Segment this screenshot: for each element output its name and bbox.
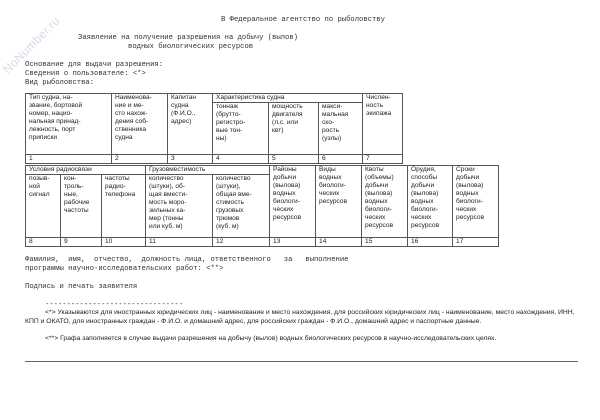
col-header-captain: Капитан судна (Ф.И.О., адрес) (168, 94, 213, 155)
col-header-hold-capacity: количество (штуки), общая вме- стимость грузовых трюмов (куб. м) (213, 175, 270, 238)
col-number: 2 (112, 155, 168, 164)
col-number: 7 (363, 155, 403, 164)
document-title-line2: водных биологических ресурсов (128, 43, 254, 51)
col-header-call-sign: позыв- ной сигнал (26, 175, 61, 238)
col-header-max-speed: макси- мальная ско- рость (узлы) (319, 103, 363, 155)
col-number: 12 (213, 238, 270, 247)
radio-cargo-table (25, 165, 499, 247)
col-number: 10 (102, 238, 146, 247)
group-header-radio: Условия радиосвязи (26, 166, 146, 175)
col-header-tonnage: тоннаж (брутто- регистро- вые тон- ны) (213, 103, 269, 155)
fishing-type-field: Вид рыболовства: (25, 79, 95, 87)
col-number: 4 (213, 155, 269, 164)
document-title-line1: Заявление на получение разрешения на добычу (вылов) (78, 34, 298, 42)
col-number: 6 (319, 155, 363, 164)
col-header-crew: Числен- ность экипажа (363, 94, 403, 155)
footnote-separator: -------------------------------- (45, 301, 184, 309)
user-info-field: Сведения о пользователе: <*> (25, 70, 146, 78)
col-header-control-frequencies: кон- троль- ные, рабочие частоты (61, 175, 102, 238)
col-header-owner: Наименова- ние и ме- сто нахож- дения соб- ственника судна (112, 94, 168, 155)
col-number: 9 (61, 238, 102, 247)
addressee: В Федеральное агентство по рыболовству (221, 16, 385, 24)
col-number: 15 (362, 238, 408, 247)
col-header-periods: Сроки добычи (вылова) водных биологи- ческих ресурсов (453, 166, 499, 238)
col-number: 14 (316, 238, 362, 247)
footnote-2: <**> Графа заполняется в случае выдачи разрешения на добычу (вылов) водных биологических ресурсов в научно-исследовательских целях. (45, 335, 497, 342)
applicant-signature: Подпись и печать заявителя (25, 283, 138, 291)
col-number: 1 (26, 155, 112, 164)
basis-field: Основание для выдачи разрешения: (25, 61, 164, 69)
col-header-species: Виды водных биологи- ческих ресурсов (316, 166, 362, 238)
col-number: 17 (453, 238, 499, 247)
col-header-quotas: Квоты (объемы) добычи (вылова) водных биологи- ческих ресурсов (362, 166, 408, 238)
col-number: 5 (269, 155, 319, 164)
col-number: 16 (408, 238, 453, 247)
col-number: 13 (270, 238, 316, 247)
col-number: 8 (26, 238, 61, 247)
vessel-table (25, 93, 403, 164)
col-number: 3 (168, 155, 213, 164)
group-header-cargo: Грузовместимость (146, 166, 270, 175)
col-header-engine-power: мощность двигателя (л.с. или квт) (269, 103, 319, 155)
col-header-gear: Орудия, способы добычи (вылова) водных биологи- ческих ресурсов (408, 166, 453, 238)
col-header-vessel-type: Тип судна, на- звание, бортовой номер, нацио- нальная принад- лежность, порт приписки (26, 94, 112, 155)
col-header-fishing-areas: Районы добычи (вылова) водных биологи- ческих ресурсов (270, 166, 316, 238)
bottom-divider (25, 361, 578, 362)
group-header-vessel-characteristics: Характеристика судна (213, 94, 363, 103)
col-header-radiotelephone: частоты радио- телефона (102, 175, 146, 238)
responsible-person-line2: программы научно-исследовательских работ: <**> (25, 265, 224, 273)
col-number: 11 (146, 238, 213, 247)
watermark: NoNumber.ru (0, 13, 63, 77)
responsible-person-line1: Фамилия, имя, отчество, должность лица, ответственного за выполнение (25, 256, 349, 264)
footnote-1: <*> Указываются для иностранных юридических лиц - наименование и место нахождения, для российских юридических лиц - наименование, место нахождения, ИНН, КПП и ОКАТО, для иностранных граждан - Ф.И.О. и домашний адрес, для российских граждан - Ф.И.О., домашний адрес и паспортные данные. (25, 309, 575, 325)
col-header-freezer-capacity: количество (штуки), об- щая вмести- мость моро- зильных ка- мер (тонны или куб. м) (146, 175, 213, 238)
